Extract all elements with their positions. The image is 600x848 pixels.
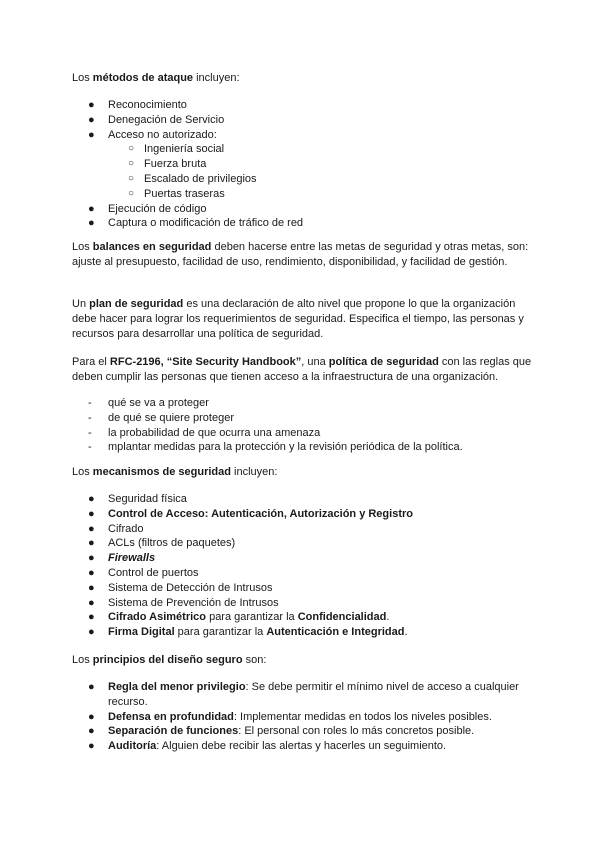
list-item: ● Separación de funciones: El personal con roles lo más concretos posible.: [88, 725, 475, 738]
sub-list-item: ○ Puertas traseras: [128, 187, 225, 200]
list-item: ● Defensa en profundidad: Implementar medidas en todos los niveles posibles.: [88, 710, 492, 723]
list-item: ● Sistema de Prevención de Intrusos: [88, 596, 279, 609]
list-item: ● Regla del menor privilegio: Se debe permitir el mínimo nivel de acceso a cualquier recurso.: [88, 681, 519, 708]
list-item: ● Acceso no autorizado:: [88, 128, 217, 141]
list-item: ● Sistema de Detección de Intrusos: [88, 581, 273, 594]
list-item: ● Captura o modificación de tráfico de red: [88, 217, 304, 230]
list-item: ● Control de puertos: [88, 566, 199, 579]
list-item: ● ACLs (filtros de paquetes): [88, 537, 236, 550]
security-plan-paragraph: Un plan de seguridad es una declaración de alto nivel que propone lo que la organización debe hacer para lograr los requerimientos de seguridad. Especifica el tiempo, las personas y recursos para desarrollar una política de seguridad.: [72, 298, 524, 340]
security-balances-paragraph: Los balances en seguridad deben hacerse entre las metas de seguridad y otras metas, son: ajuste al presupuesto, facilidad de uso, rendimiento, disponibilidad, y facilidad de gestión.: [72, 241, 529, 268]
list-item: - qué se va a proteger: [88, 397, 209, 409]
list-item: - mplantar medidas para la protección y la revisión periódica de la política.: [88, 441, 463, 454]
list-item: ● Firewalls: [88, 552, 156, 565]
security-mechanisms-list: [0, 492, 538, 640]
sub-list-item: ○ Escalado de privilegios: [128, 172, 257, 185]
attack-methods-intro: Los métodos de ataque incluyen:: [72, 72, 240, 84]
attack-methods-list: [0, 98, 534, 231]
sub-list-item: ○ Fuerza bruta: [128, 158, 207, 171]
sub-list-item: ○ Ingeniería social: [128, 143, 225, 156]
list-item: ● Denegación de Servicio: [88, 113, 225, 126]
list-item: ● Cifrado: [88, 522, 144, 535]
list-item: ● Cifrado Asimétrico para garantizar la Confidencialidad.: [88, 611, 390, 624]
list-item: ● Seguridad física: [88, 493, 187, 505]
secure-design-principles-list: [0, 680, 538, 754]
list-item: - la probabilidad de que ocurra una amenaza: [88, 426, 321, 439]
list-item: ● Ejecución de código: [88, 202, 207, 215]
policy-list: [0, 396, 538, 455]
security-policy-paragraph: Para el RFC-2196, “Site Security Handbook”, una política de seguridad con las reglas que deben cumplir las personas que tienen acceso a la infraestructura de una organización.: [72, 356, 532, 383]
list-item: ● Firma Digital para garantizar la Autenticación e Integridad.: [88, 626, 408, 639]
list-item: - de qué se quiere proteger: [88, 411, 234, 424]
secure-design-principles-intro: Los principios del diseño seguro son:: [72, 654, 267, 666]
list-item: ● Reconocimiento: [88, 99, 187, 111]
list-item: ● Auditoría: Alguien debe recibir las alertas y hacerles un seguimiento.: [88, 740, 447, 753]
security-mechanisms-intro: Los mecanismos de seguridad incluyen:: [72, 466, 278, 478]
list-item: ● Control de Acceso: Autenticación, Autorización y Registro: [88, 507, 413, 520]
